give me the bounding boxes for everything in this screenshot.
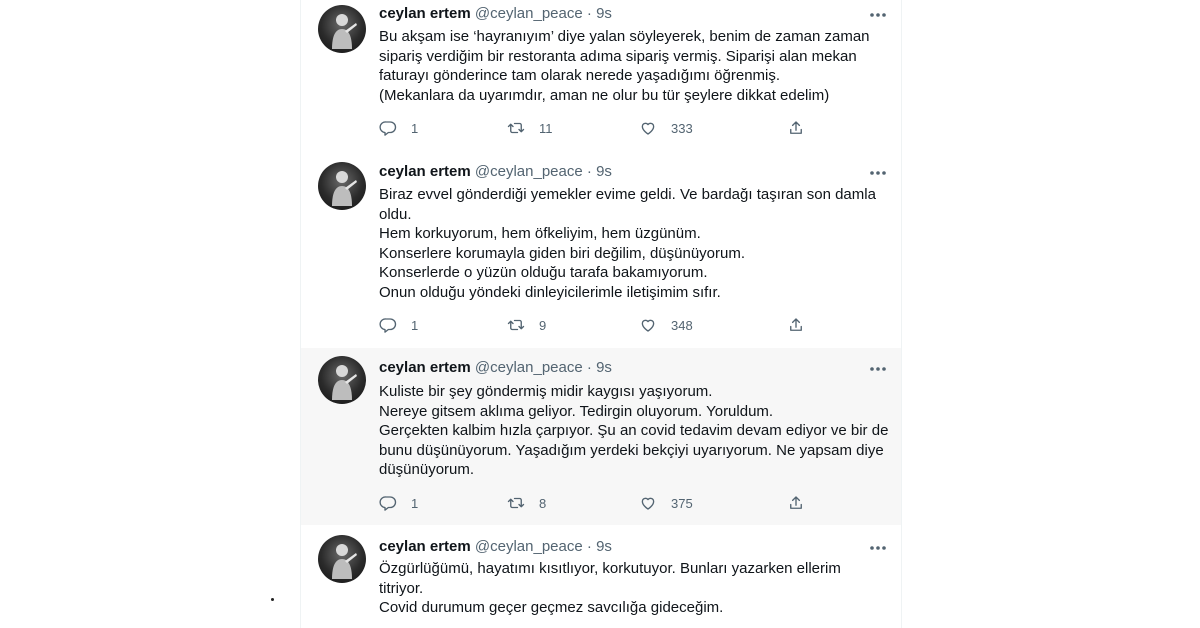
stray-dot bbox=[271, 598, 274, 601]
timestamp[interactable]: 9s bbox=[596, 359, 612, 376]
like-button[interactable] bbox=[639, 493, 693, 513]
tweet-text bbox=[379, 559, 879, 618]
tweet[interactable] bbox=[301, 0, 901, 158]
retweet-icon bbox=[507, 316, 525, 334]
reply-count: 1 bbox=[411, 495, 419, 511]
reply-button[interactable] bbox=[379, 315, 418, 335]
tweet-actions bbox=[379, 118, 819, 138]
more-options-icon[interactable] bbox=[868, 362, 888, 376]
more-options-icon[interactable] bbox=[868, 166, 888, 180]
retweet-count: 11 bbox=[539, 120, 553, 136]
reply-icon bbox=[379, 494, 397, 512]
user-handle[interactable]: @ceylan_peace bbox=[474, 163, 583, 180]
like-button[interactable] bbox=[639, 118, 693, 138]
more-options-icon[interactable] bbox=[868, 8, 888, 22]
tweet-text-line: faturayı gönderince tam olarak nerede yaşadığımı öğrenmiş. bbox=[379, 67, 781, 85]
tweet-text-line: Bu akşam ise ‘hayranıyım’ diye yalan söyleyerek, benim de zaman zaman bbox=[379, 28, 870, 45]
avatar[interactable] bbox=[318, 535, 366, 583]
reply-icon bbox=[379, 119, 397, 137]
tweet[interactable] bbox=[301, 348, 901, 525]
timestamp[interactable]: 9s bbox=[596, 538, 612, 555]
reply-count: 1 bbox=[411, 120, 419, 136]
like-count: 333 bbox=[671, 120, 693, 136]
separator-dot: · bbox=[586, 538, 592, 555]
separator-dot: · bbox=[586, 359, 592, 376]
reply-button[interactable] bbox=[379, 118, 418, 138]
display-name[interactable]: ceylan ertem bbox=[379, 359, 471, 376]
tweet-text-line: Konserlerde o yüzün olduğu tarafa bakamıyorum. bbox=[379, 264, 708, 282]
retweet-icon bbox=[507, 119, 525, 137]
display-name[interactable]: ceylan ertem bbox=[379, 5, 471, 22]
retweet-icon bbox=[507, 494, 525, 512]
tweet-text-line: Covid durumum geçer geçmez savcılığa gideceğim. bbox=[379, 599, 724, 617]
user-handle[interactable]: @ceylan_peace bbox=[474, 5, 583, 22]
separator-dot: · bbox=[586, 5, 592, 22]
tweet-text-line: Biraz evvel gönderdiği yemekler evime geldi. Ve bardağı taşıran son damla bbox=[379, 186, 876, 203]
tweet-text-line: Hem korkuyorum, hem öfkeliyim, hem üzgünüm. bbox=[379, 225, 701, 243]
share-button[interactable] bbox=[787, 315, 805, 335]
more-options-icon[interactable] bbox=[868, 541, 888, 555]
tweet-text-line: Gerçekten kalbim hızla çarpıyor. Şu an covid tedavim devam ediyor ve bir de bbox=[379, 422, 889, 440]
timestamp[interactable]: 9s bbox=[596, 163, 612, 180]
retweet-button[interactable] bbox=[507, 493, 546, 513]
retweet-count: 9 bbox=[539, 317, 547, 333]
tweet-actions bbox=[379, 493, 819, 513]
reply-count: 1 bbox=[411, 317, 419, 333]
share-icon bbox=[787, 494, 805, 512]
tweet-header bbox=[379, 163, 612, 180]
share-icon bbox=[787, 119, 805, 137]
like-icon bbox=[639, 119, 657, 137]
timestamp[interactable]: 9s bbox=[596, 5, 612, 22]
separator-dot: · bbox=[586, 163, 592, 180]
tweet-text-line: Konserlere korumayla giden biri değilim, düşünüyorum. bbox=[379, 244, 746, 262]
retweet-button[interactable] bbox=[507, 118, 553, 138]
like-icon bbox=[639, 316, 657, 334]
like-icon bbox=[639, 494, 657, 512]
reply-icon bbox=[379, 316, 397, 334]
display-name[interactable]: ceylan ertem bbox=[379, 163, 471, 180]
like-button[interactable] bbox=[639, 315, 693, 335]
tweet-text-line: bunu düşünüyorum. Yaşadığım yerdeki bekçiyi uyarıyorum. Ne yapsam diye bbox=[379, 441, 884, 459]
retweet-count: 8 bbox=[539, 495, 547, 511]
tweet-text bbox=[379, 27, 879, 105]
avatar[interactable] bbox=[318, 356, 366, 404]
tweet-text-line: (Mekanlara da uyarımdır, aman ne olur bu tür şeylere dikkat edelim) bbox=[379, 86, 830, 104]
tweet-text-line: Kuliste bir şey göndermiş midir kaygısı yaşıyorum. bbox=[379, 383, 713, 400]
timeline-feed bbox=[300, 0, 902, 628]
reply-button[interactable] bbox=[379, 493, 418, 513]
tweet-actions bbox=[379, 315, 819, 335]
display-name[interactable]: ceylan ertem bbox=[379, 538, 471, 555]
avatar[interactable] bbox=[318, 162, 366, 210]
tweet-text-line: Onun olduğu yöndeki dinleyicilerimle iletişimim sıfır. bbox=[379, 283, 721, 301]
tweet-header bbox=[379, 5, 612, 22]
tweet-text-line: Nereye gitsem aklıma geliyor. Tedirgin oluyorum. Yoruldum. bbox=[379, 402, 774, 420]
tweet-text-line: sipariş verdiğim bir restoranta adıma sipariş vermiş. Siparişi alan mekan bbox=[379, 47, 857, 65]
share-button[interactable] bbox=[787, 493, 805, 513]
tweet-text-line: oldu. bbox=[379, 205, 412, 223]
tweet[interactable] bbox=[301, 525, 901, 628]
tweet[interactable] bbox=[301, 158, 901, 348]
like-count: 375 bbox=[671, 495, 693, 511]
share-icon bbox=[787, 316, 805, 334]
avatar[interactable] bbox=[318, 5, 366, 53]
tweet-text-line: düşünüyorum. bbox=[379, 461, 475, 479]
share-button[interactable] bbox=[787, 118, 805, 138]
tweet-header bbox=[379, 538, 612, 555]
tweet-text-line: Özgürlüğümü, hayatımı kısıtlıyor, korkutuyor. Bunları yazarken ellerim bbox=[379, 560, 841, 577]
tweet-header bbox=[379, 359, 612, 376]
user-handle[interactable]: @ceylan_peace bbox=[474, 359, 583, 376]
user-handle[interactable]: @ceylan_peace bbox=[474, 538, 583, 555]
like-count: 348 bbox=[671, 317, 693, 333]
tweet-text-line: titriyor. bbox=[379, 579, 424, 597]
tweet-text bbox=[379, 382, 889, 480]
retweet-button[interactable] bbox=[507, 315, 546, 335]
tweet-text bbox=[379, 185, 879, 303]
